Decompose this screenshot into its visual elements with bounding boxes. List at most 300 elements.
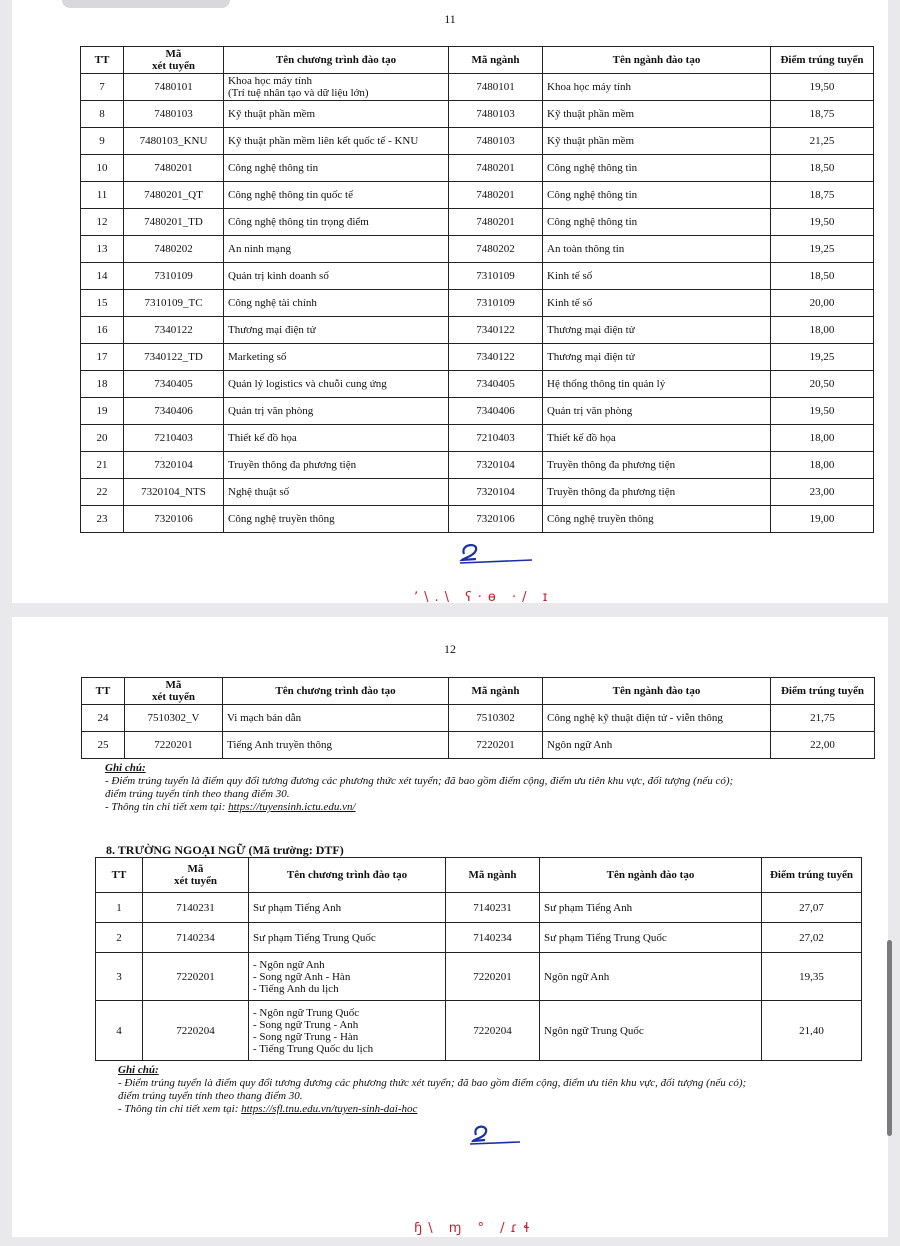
cell-text: 16 [96, 324, 108, 336]
cell-text: 7 [99, 81, 105, 93]
table-cell [224, 479, 449, 506]
table-cell [449, 506, 543, 533]
cell-text: 7140231 [176, 901, 215, 914]
table-row [81, 344, 874, 371]
table-cell [224, 317, 449, 344]
table-row [82, 705, 875, 732]
column-header: TT [81, 47, 124, 74]
cell-text: 7220201 [473, 970, 512, 983]
cell-text: Nghệ thuật số [228, 486, 290, 498]
cell-text: Sư phạm Tiếng Anh [544, 901, 633, 914]
table-cell [249, 923, 446, 953]
table-cell [449, 128, 543, 155]
notes-heading: Ghi chú: [105, 762, 146, 774]
table-row [96, 893, 862, 923]
cell-text: 23 [96, 513, 108, 525]
table-cell [543, 236, 771, 263]
table-cell [543, 74, 771, 101]
cell-text: 7480201 [476, 189, 515, 201]
cell-text: 18,00 [809, 459, 835, 471]
table-cell [96, 893, 143, 923]
table-cell [543, 506, 771, 533]
cell-text: 1 [116, 901, 122, 914]
cell-text: Công nghệ truyền thông [547, 513, 654, 525]
cell-text: 7340122_TD [144, 351, 203, 363]
cell-text: 7340406 [154, 405, 193, 417]
table-cell [762, 1001, 862, 1061]
cell-text: Công nghệ kỹ thuật điện tử - viễn thông [547, 712, 723, 724]
cell-text: - Ngôn ngữ Anh - Song ngữ Anh - Hàn - Tiếng Anh du lịch [253, 958, 351, 995]
document-page-11 [12, 0, 888, 603]
page-number: 12 [444, 642, 456, 656]
column-header: TT [96, 858, 143, 893]
cell-text: 7320104_NTS [141, 486, 206, 498]
table-cell [449, 101, 543, 128]
notes-line: - Điểm trúng tuyển là điểm quy đổi tương đương các phương thức xét tuyển; đã bao gồm điểm cộng, điểm ưu tiên khu vực, đối tượng (nếu có); [118, 1077, 747, 1089]
table-cell [543, 101, 771, 128]
admission-scores-table-continued [81, 677, 875, 759]
cell-text: 23,00 [809, 486, 835, 498]
cell-text: 20 [96, 432, 108, 444]
cell-text: 7480101 [476, 81, 515, 93]
cell-text: Marketing số [228, 351, 287, 363]
table-cell [82, 705, 125, 732]
cell-text: 7480101 [154, 81, 193, 93]
column-header: Mã ngành [449, 678, 543, 705]
table-cell [249, 1001, 446, 1061]
cell-text: 7320106 [154, 513, 193, 525]
cell-text: Kinh tế số [547, 297, 593, 309]
cell-text: 7480103_KNU [139, 135, 208, 147]
cell-text: 7310109 [476, 297, 515, 309]
table-row [96, 1001, 862, 1061]
table-cell [81, 506, 124, 533]
column-header: Điểm trúng tuyển [771, 678, 875, 705]
table-cell [224, 506, 449, 533]
cell-text: Khoa học máy tính (Trí tuệ nhân tạo và dữ liệu lớn) [228, 75, 369, 99]
table-row [82, 732, 875, 759]
table-cell [223, 732, 449, 759]
column-header: Tên ngành đào tạo [543, 678, 771, 705]
table-cell [446, 1001, 540, 1061]
table-cell [762, 893, 862, 923]
table-cell [224, 263, 449, 290]
table-cell [82, 732, 125, 759]
column-header: Mã xét tuyển [143, 858, 249, 893]
cell-text: 14 [96, 270, 108, 282]
cell-text: 12 [96, 216, 108, 228]
table-row [81, 128, 874, 155]
cell-text: Công nghệ tài chính [228, 297, 317, 309]
document-page-12 [12, 617, 888, 1237]
table-cell [125, 705, 223, 732]
table-cell [449, 155, 543, 182]
table-cell [81, 74, 124, 101]
table-cell [449, 236, 543, 263]
table-cell [81, 344, 124, 371]
table-cell [449, 263, 543, 290]
table-cell [124, 101, 224, 128]
table-cell [446, 953, 540, 1001]
notes-line: điểm trúng tuyển tính theo thang điểm 30. [118, 1090, 303, 1102]
table-cell [224, 74, 449, 101]
table-cell [224, 425, 449, 452]
cell-text: Truyền thông đa phương tiện [547, 486, 676, 498]
table-cell [543, 155, 771, 182]
signature-mark-icon [458, 1123, 528, 1149]
red-seal-stamp-icon: ʼ\.\ ʕ·ɵ ·/ ɪ [414, 590, 554, 605]
column-header: TT [82, 678, 125, 705]
table-cell [449, 344, 543, 371]
table-cell [543, 479, 771, 506]
cell-text: 19,25 [809, 351, 835, 363]
table-cell [124, 128, 224, 155]
top-toolbar-edge [62, 0, 230, 8]
table-cell [81, 317, 124, 344]
notes-heading: Ghi chú: [118, 1064, 159, 1076]
cell-text: 3 [116, 970, 122, 983]
cell-text: 7480202 [476, 243, 515, 255]
signature-mark-icon [450, 540, 540, 568]
cell-text: 7140231 [473, 901, 512, 914]
cell-text: Ngôn ngữ Trung Quốc [544, 1024, 644, 1037]
table-cell [771, 101, 874, 128]
table-cell [771, 371, 874, 398]
table-cell [449, 74, 543, 101]
table-cell [224, 290, 449, 317]
table-cell [124, 452, 224, 479]
cell-text: 7480201_QT [144, 189, 203, 201]
table-cell [124, 236, 224, 263]
table-row [81, 425, 874, 452]
cell-text: Quản trị văn phòng [547, 405, 633, 417]
notes-block [105, 762, 865, 814]
cell-text: 7340122 [476, 324, 515, 336]
table-row [81, 317, 874, 344]
cell-text: Sư phạm Tiếng Trung Quốc [253, 931, 376, 944]
cell-text: 7480201 [476, 162, 515, 174]
cell-text: 18,50 [809, 270, 835, 282]
cell-text: 18,75 [809, 108, 835, 120]
table-cell [449, 290, 543, 317]
notes-line: - Điểm trúng tuyển là điểm quy đổi tương đương các phương thức xét tuyển; đã bao gồm điểm cộng, điểm ưu tiên khu vực, đối tượng (nếu có); [105, 775, 734, 787]
cell-text: Thiết kế đồ họa [228, 432, 297, 444]
table-cell [543, 128, 771, 155]
table-cell [540, 1001, 762, 1061]
table-cell [81, 479, 124, 506]
table-cell [449, 425, 543, 452]
table-cell [81, 263, 124, 290]
cell-text: 18,00 [809, 432, 835, 444]
cell-text: 9 [99, 135, 105, 147]
foreign-language-school-table [95, 857, 862, 1061]
table-cell [449, 371, 543, 398]
cell-text: 7480201_TD [144, 216, 203, 228]
table-cell [124, 425, 224, 452]
cell-text: 7320104 [154, 459, 193, 471]
cell-text: 7310109_TC [144, 297, 203, 309]
admission-info-link[interactable]: https://sfl.tnu.edu.vn/tuyen-sinh-dai-hoc [241, 1103, 418, 1115]
table-cell [81, 236, 124, 263]
table-row [81, 479, 874, 506]
table-row [81, 182, 874, 209]
table-cell [543, 452, 771, 479]
cell-text: Truyền thông đa phương tiện [228, 459, 357, 471]
table-cell [449, 705, 543, 732]
table-cell [224, 371, 449, 398]
table-cell [543, 290, 771, 317]
table-cell [771, 506, 874, 533]
red-seal-stamp-icon: ɧ\ ɱ ° /ɾɬ [414, 1221, 536, 1236]
cell-text: 8 [99, 108, 105, 120]
page-number: 11 [444, 12, 456, 26]
cell-text: Ngôn ngữ Anh [547, 739, 613, 751]
table-row [81, 506, 874, 533]
table-row [96, 923, 862, 953]
table-cell [124, 398, 224, 425]
cell-text: 7340405 [476, 378, 515, 390]
table-cell [96, 1001, 143, 1061]
table-cell [81, 155, 124, 182]
table-cell [543, 182, 771, 209]
cell-text: 19,35 [799, 970, 824, 983]
table-row [96, 953, 862, 1001]
cell-text: 27,07 [799, 901, 824, 914]
column-header: Mã ngành [449, 47, 543, 74]
notes-line: điểm trúng tuyển tính theo thang điểm 30. [105, 788, 290, 800]
cell-text: 19,25 [809, 243, 835, 255]
cell-text: 2 [116, 931, 122, 944]
table-cell [81, 209, 124, 236]
table-row [81, 74, 874, 101]
cell-text: 24 [97, 712, 109, 724]
table-row [81, 101, 874, 128]
table-cell [762, 953, 862, 1001]
cell-text: Thiết kế đồ họa [547, 432, 616, 444]
table-cell [81, 452, 124, 479]
cell-text: Vi mạch bán dẫn [227, 712, 302, 724]
table-cell [81, 290, 124, 317]
cell-text: 7340122 [476, 351, 515, 363]
cell-text: Ngôn ngữ Anh [544, 970, 610, 983]
cell-text: 7480201 [476, 216, 515, 228]
table-cell [224, 344, 449, 371]
table-cell [96, 953, 143, 1001]
admission-scores-table [80, 46, 874, 533]
table-cell [143, 1001, 249, 1061]
cell-text: 10 [96, 162, 108, 174]
table-cell [224, 452, 449, 479]
table-cell [81, 101, 124, 128]
table-cell [449, 452, 543, 479]
table-header-row [82, 678, 875, 705]
table-cell [771, 209, 874, 236]
cell-text: 21,40 [799, 1024, 824, 1037]
table-cell [143, 923, 249, 953]
cell-text: 7320106 [476, 513, 515, 525]
table-cell [449, 398, 543, 425]
table-row [81, 155, 874, 182]
table-cell [81, 371, 124, 398]
table-cell [81, 398, 124, 425]
cell-text: 19,50 [809, 216, 835, 228]
table-row [81, 263, 874, 290]
cell-text: 7140234 [176, 931, 215, 944]
cell-text: 7220201 [176, 970, 215, 983]
cell-text: Quản trị văn phòng [228, 405, 314, 417]
cell-text: 7480202 [154, 243, 193, 255]
table-cell [449, 317, 543, 344]
cell-text: 19,50 [809, 405, 835, 417]
cell-text: Kinh tế số [547, 270, 593, 282]
cell-text: Kỹ thuật phần mềm [228, 108, 316, 120]
column-header: Mã xét tuyển [124, 47, 224, 74]
cell-text: 7480103 [154, 108, 193, 120]
cell-text: Kỹ thuật phần mềm [547, 135, 635, 147]
table-cell [124, 344, 224, 371]
cell-text: 22 [96, 486, 108, 498]
table-cell [96, 923, 143, 953]
table-cell [81, 182, 124, 209]
table-cell [543, 732, 771, 759]
cell-text: 7220201 [154, 739, 193, 751]
cell-text: Truyền thông đa phương tiện [547, 459, 676, 471]
table-cell [124, 506, 224, 533]
cell-text: 7220201 [476, 739, 515, 751]
cell-text: 13 [96, 243, 108, 255]
table-row [81, 236, 874, 263]
cell-text: 7340405 [154, 378, 193, 390]
cell-text: 19,50 [809, 81, 835, 93]
table-cell [771, 263, 874, 290]
cell-text: 19 [96, 405, 108, 417]
table-cell [224, 209, 449, 236]
table-cell [124, 371, 224, 398]
table-cell [771, 128, 874, 155]
table-cell [771, 425, 874, 452]
cell-text: Công nghệ thông tin trọng điểm [228, 216, 369, 228]
table-cell [540, 923, 762, 953]
cell-text: Tiếng Anh truyền thông [227, 739, 333, 751]
table-row [81, 452, 874, 479]
column-header: Tên ngành đào tạo [540, 858, 762, 893]
cell-text: 7320104 [476, 486, 515, 498]
column-header: Mã xét tuyển [125, 678, 223, 705]
cell-text: 7510302_V [147, 712, 200, 724]
table-cell [771, 398, 874, 425]
cell-text: 7220204 [176, 1024, 215, 1037]
cell-text: 20,50 [809, 378, 835, 390]
cell-text: Thương mại điện tử [547, 351, 635, 363]
table-cell [543, 371, 771, 398]
cell-text: Quản trị kinh doanh số [228, 270, 329, 282]
table-cell [543, 425, 771, 452]
cell-text: 4 [116, 1024, 122, 1037]
cell-text: Hệ thống thông tin quản lý [547, 378, 666, 390]
notes-line: - Thông tin chi tiết xem tại: [105, 801, 229, 813]
column-header: Điểm trúng tuyển [771, 47, 874, 74]
table-cell [124, 74, 224, 101]
table-cell [543, 317, 771, 344]
table-cell [771, 74, 874, 101]
cell-text: 17 [96, 351, 108, 363]
cell-text: 7310109 [476, 270, 515, 282]
table-cell [124, 263, 224, 290]
table-cell [249, 953, 446, 1001]
table-cell [771, 344, 874, 371]
table-cell [446, 923, 540, 953]
cell-text: Công nghệ thông tin [547, 162, 638, 174]
scrollbar-thumb[interactable] [887, 940, 892, 1136]
cell-text: 7210403 [476, 432, 515, 444]
notes-block [118, 1064, 868, 1116]
table-cell [543, 263, 771, 290]
cell-text: 25 [97, 739, 109, 751]
cell-text: - Ngôn ngữ Trung Quốc - Song ngữ Trung - Anh - Song ngữ Trung - Hàn - Tiếng Trung Quốc du lịch [253, 1006, 374, 1055]
table-cell [771, 236, 874, 263]
table-cell [771, 705, 875, 732]
cell-text: 7320104 [476, 459, 515, 471]
cell-text: 7340406 [476, 405, 515, 417]
table-cell [224, 128, 449, 155]
table-cell [771, 732, 875, 759]
cell-text: 11 [96, 189, 108, 201]
column-header: Tên ngành đào tạo [543, 47, 771, 74]
cell-text: 18 [96, 378, 108, 390]
table-row [81, 398, 874, 425]
table-cell [143, 893, 249, 923]
cell-text: Công nghệ thông tin [547, 216, 638, 228]
section-title: 8. TRƯỜNG NGOẠI NGỮ (Mã trường: DTF) [106, 843, 344, 857]
table-cell [543, 705, 771, 732]
cell-text: Khoa học máy tính [547, 81, 632, 93]
column-header: Mã ngành [446, 858, 540, 893]
notes-line: - Thông tin chi tiết xem tại: [118, 1103, 242, 1115]
column-header: Tên chương trình đào tạo [223, 678, 449, 705]
table-cell [771, 182, 874, 209]
cell-text: 7510302 [476, 712, 515, 724]
table-cell [224, 155, 449, 182]
cell-text: An ninh mạng [228, 243, 291, 255]
cell-text: 18,00 [809, 324, 835, 336]
table-cell [124, 317, 224, 344]
table-cell [449, 479, 543, 506]
table-cell [771, 317, 874, 344]
table-cell [771, 155, 874, 182]
admission-info-link[interactable]: https://tuyensinh.ictu.edu.vn/ [228, 801, 356, 813]
table-cell [81, 128, 124, 155]
cell-text: Công nghệ thông tin [228, 162, 319, 174]
table-cell [771, 452, 874, 479]
table-cell [540, 893, 762, 923]
table-cell [543, 209, 771, 236]
table-cell [762, 923, 862, 953]
cell-text: Sư phạm Tiếng Trung Quốc [544, 931, 667, 944]
cell-text: Công nghệ truyền thông [228, 513, 335, 525]
cell-text: 18,75 [809, 189, 835, 201]
table-cell [224, 236, 449, 263]
cell-text: Công nghệ thông tin [547, 189, 638, 201]
cell-text: 7310109 [154, 270, 193, 282]
column-header: Tên chương trình đào tạo [249, 858, 446, 893]
cell-text: 7480103 [476, 135, 515, 147]
cell-text: 7140234 [473, 931, 512, 944]
cell-text: Sư phạm Tiếng Anh [253, 901, 342, 914]
cell-text: 27,02 [799, 931, 824, 944]
table-cell [124, 290, 224, 317]
table-cell [224, 182, 449, 209]
table-cell [449, 182, 543, 209]
